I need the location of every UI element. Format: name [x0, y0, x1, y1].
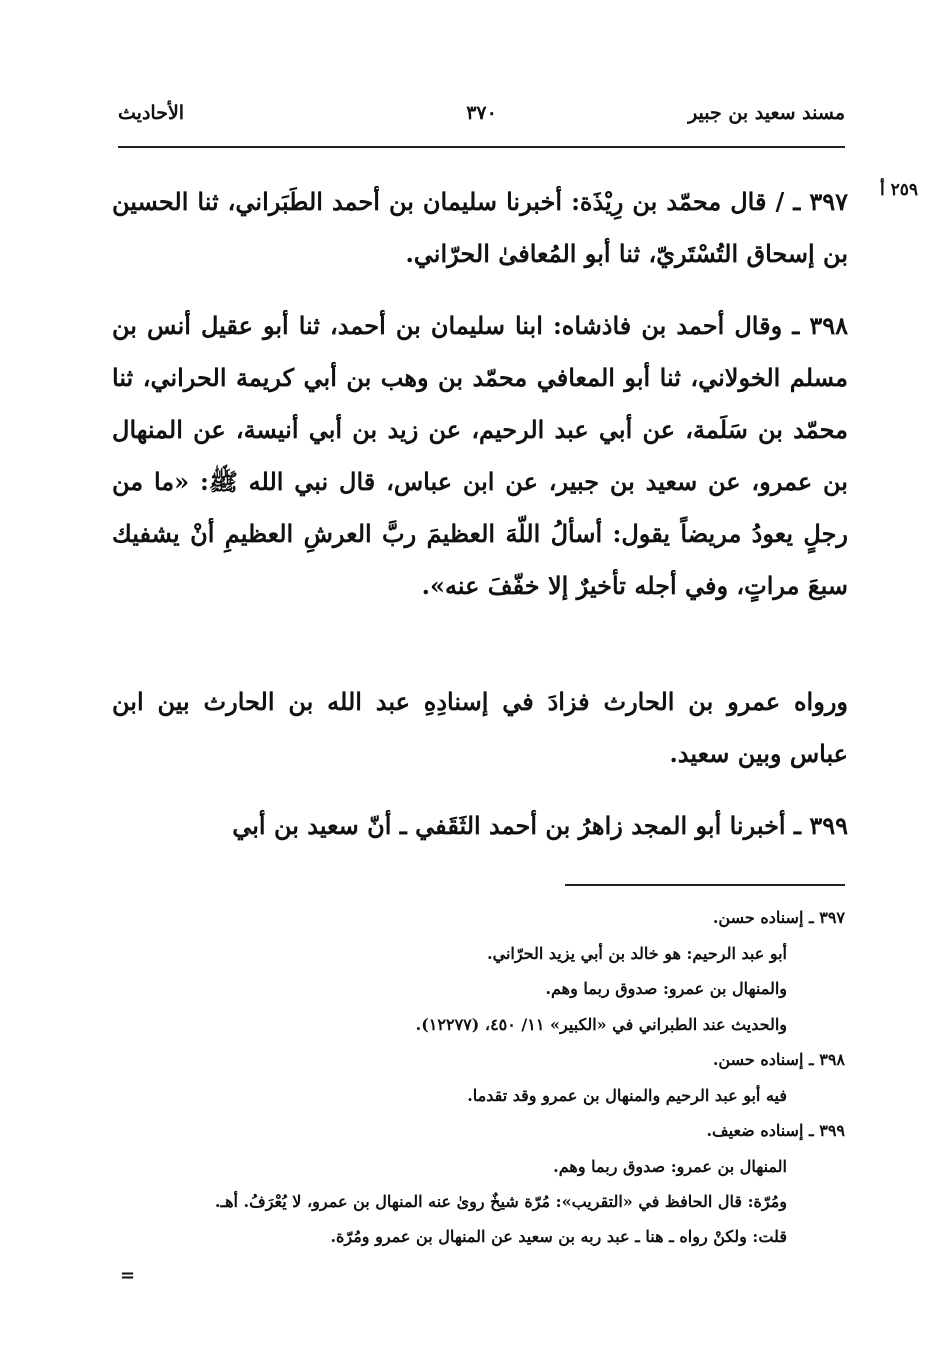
footnote-399-line: المنهال بن عمرو: صدوق ربما وهم.: [553, 1156, 787, 1176]
hadith-399-text: ٣٩٩ ـ أخبرنا أبو المجد زاهرُ بن أحمد الثَقَفي ـ أنّ سعيد بن أبي: [232, 811, 848, 840]
manuscript-folio-note: ٢٥٩ أ: [879, 180, 918, 200]
header-rule: [118, 146, 845, 148]
hadith-397: [112, 176, 848, 280]
book-title: مسند سعيد بن جبير: [688, 102, 845, 124]
footnotes: [105, 900, 845, 1255]
hadith-398-note-text: ورواه عمرو بن الحارث فزادَ في إسنادِهِ عبد الله بن الحارث بين ابن عباس وبين سعيد.: [112, 687, 848, 768]
footnote-397-grade: ٣٩٧ ـ إسناده حسن.: [712, 908, 845, 927]
footnote-397-line: والمنهال بن عمرو: صدوق ربما وهم.: [545, 979, 787, 998]
hadith-399: [112, 800, 848, 852]
footnote-397-line: والحديث عند الطبراني في «الكبير» ١١/ ٤٥٠، (١٢٢٧٧).: [415, 1014, 787, 1034]
page-number: ٣٧٠: [466, 102, 497, 124]
footnote-397-line: أبو عبد الرحيم: هو خالد بن أبي يزيد الحرّاني.: [487, 943, 787, 963]
hadith-397-text: ٣٩٧ ـ / قال محمّد بن رِيْذَة: أخبرنا سليمان بن أحمد الطَبَراني، ثنا الحسين بن إسحاق التُسْتَريّ، ثنا أبو المُعافىٰ الحرّاني.: [112, 187, 848, 268]
section-title: الأحاديث: [118, 102, 185, 124]
hadith-398-text: ٣٩٨ ـ وقال أحمد بن فاذشاه: ابنا سليمان بن أحمد، ثنا أبو عقيل أنس بن مسلم الخولاني، ثنا أبو المعافي محمّد بن وهب بن أبي كريمة الحراني، ثنا محمّد بن سَلَمة، عن أبي عبد الرحيم، عن زيد بن أبي أنيسة، عن المنهال بن عمرو، عن سعيد بن جبير، عن ابن عباس، قال نبي الله ﷺ: «ما من رجلٍ يعودُ مريضاً يقول: أسألُ اللّهَ العظيمَ ربَّ العرشِ العظيمِ أنْ يشفيك سبعَ مراتٍ، وفي أجله تأخيرٌ إلا خفّفَ عنه».: [112, 311, 848, 600]
footnote-399-line: قلت: ولكنْ رواه ـ هنا ـ عبد ربه بن سعيد عن المنهال بن عمرو ومُرّة.: [330, 1227, 787, 1246]
footnote-rule: [565, 884, 845, 886]
hadith-398: [112, 300, 848, 612]
running-header: [118, 102, 845, 136]
footnote-399-line: ومُرّة: قال الحافظ في «التقريب»: مُرّة شيخٌ روىٰ عنه المنهال بن عمرو، لا يُعْرَفُ. أهـ.: [214, 1192, 787, 1211]
footnote-399-grade: ٣٩٩ ـ إسناده ضعيف.: [706, 1121, 845, 1140]
hadith-398-note: [112, 676, 848, 780]
continuation-mark: =: [120, 1265, 136, 1286]
footnote-398-grade: ٣٩٨ ـ إسناده حسن.: [712, 1050, 845, 1069]
footnote-398-line: فيه أبو عبد الرحيم والمنهال بن عمرو وقد تقدما.: [467, 1085, 787, 1105]
